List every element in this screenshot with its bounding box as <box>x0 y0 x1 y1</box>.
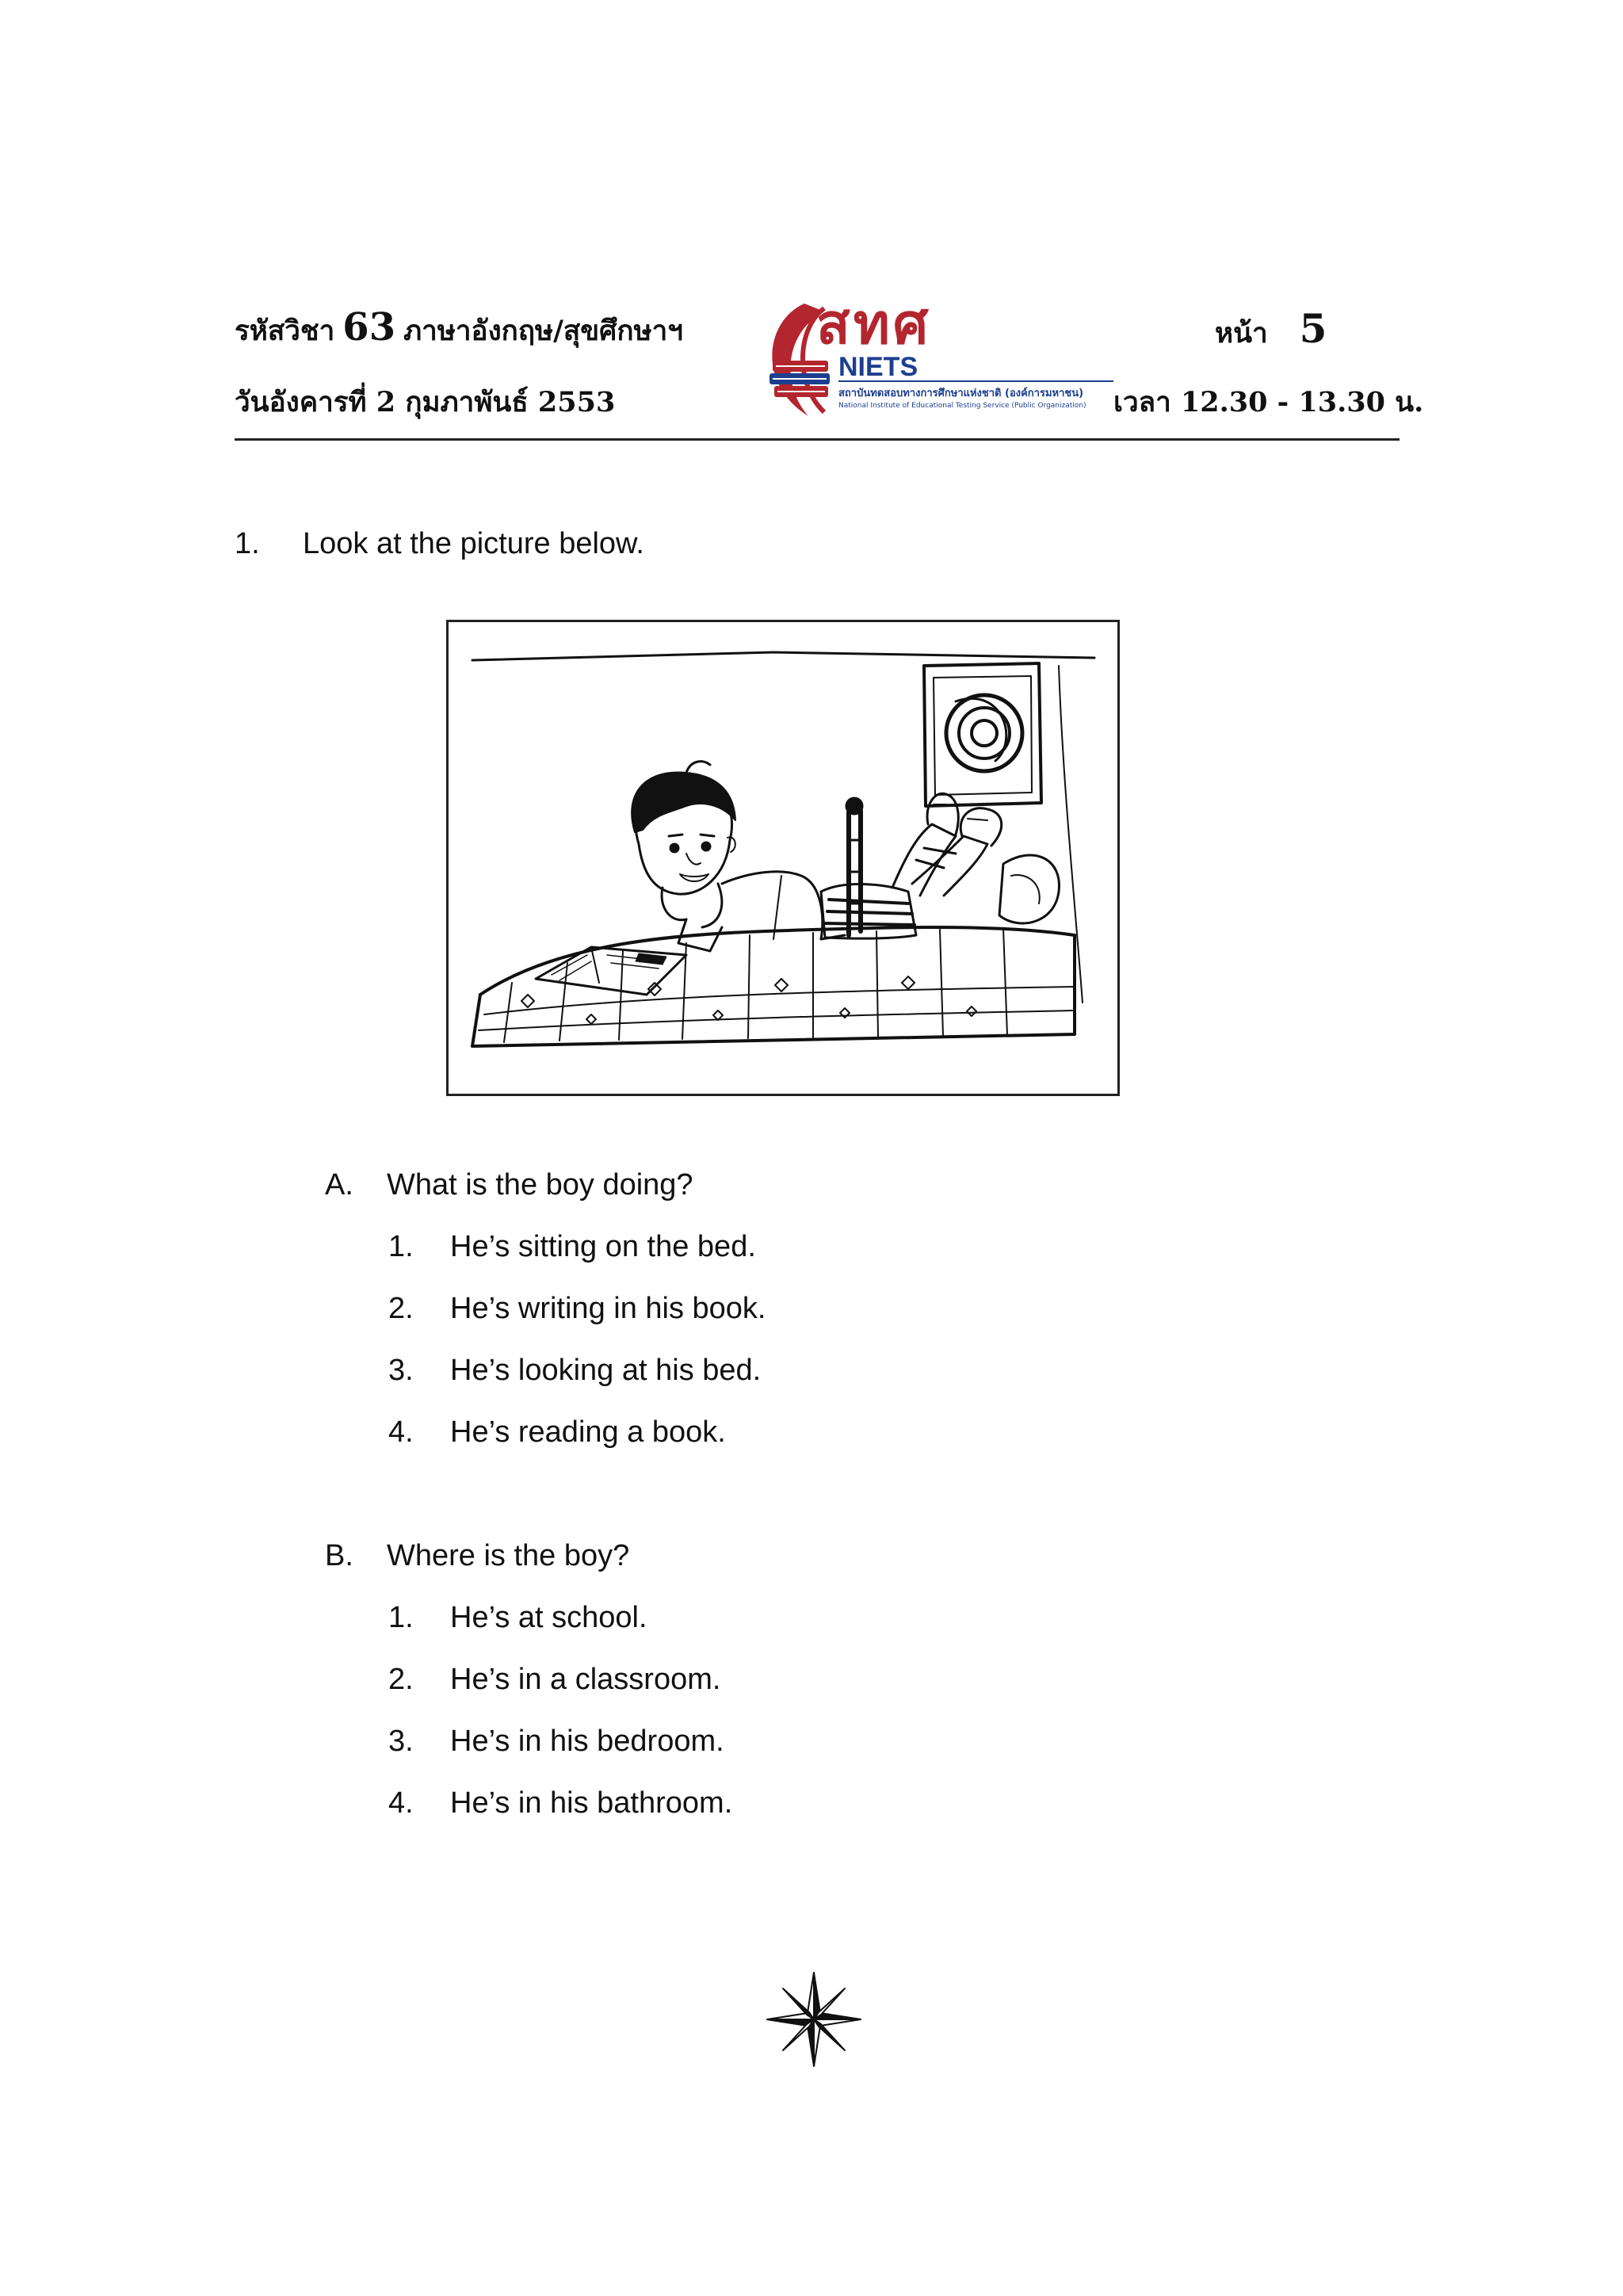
option-number: 3. <box>388 1725 414 1758</box>
logo-title: สทศ <box>816 292 932 357</box>
option-a2[interactable] <box>388 1290 766 1327</box>
option-b1[interactable] <box>388 1599 647 1636</box>
logo-thai-name: สถาบันทดสอบทางการศึกษาแห่งชาติ (องค์การมหาชน) <box>838 388 1084 399</box>
question-number: 1. <box>235 527 260 560</box>
question-1 <box>235 525 644 562</box>
option-text: He’s reading a book. <box>450 1415 726 1449</box>
option-number: 3. <box>388 1354 414 1387</box>
option-a1[interactable] <box>388 1228 756 1265</box>
logo-english-name: National Institute of Educational Testing Service (Public Organization) <box>838 402 1086 410</box>
compass-star-icon <box>766 1971 862 2068</box>
header-course <box>235 305 683 353</box>
header-date: วันอังคารที่ 2 กุมภาพันธ์ 2553 <box>235 386 616 418</box>
part-label: A. <box>325 1168 353 1201</box>
header-divider <box>235 438 1400 441</box>
option-text: He’s in a classroom. <box>450 1663 721 1696</box>
part-b-question <box>325 1538 629 1574</box>
option-text: He’s writing in his book. <box>450 1292 766 1325</box>
books-icon <box>769 361 830 397</box>
page-number: 5 <box>1299 305 1327 352</box>
option-a3[interactable] <box>388 1352 761 1389</box>
header-time: เวลา 12.30 - 13.30 น. <box>1113 386 1424 418</box>
logo-abbr: NIETS <box>838 352 918 382</box>
niets-logo <box>749 292 1121 428</box>
header-page <box>1215 305 1327 355</box>
option-number: 1. <box>388 1601 414 1634</box>
course-code: 63 <box>342 305 396 350</box>
part-a-question <box>325 1167 693 1203</box>
option-a4[interactable] <box>388 1414 726 1450</box>
option-b2[interactable] <box>388 1661 720 1698</box>
option-number: 2. <box>388 1663 414 1696</box>
part-label: B. <box>325 1539 353 1572</box>
option-b4[interactable] <box>388 1785 732 1821</box>
option-text: He’s looking at his bed. <box>450 1354 762 1387</box>
option-number: 1. <box>388 1230 414 1263</box>
option-b3[interactable] <box>388 1723 724 1759</box>
course-name: ภาษาอังกฤษ/สุขศึกษาฯ <box>403 315 683 347</box>
course-label: รหัสวิชา <box>235 315 335 347</box>
part-question: What is the boy doing? <box>387 1168 693 1201</box>
option-number: 2. <box>388 1292 414 1325</box>
option-text: He’s in his bathroom. <box>450 1786 733 1820</box>
option-number: 4. <box>388 1415 414 1449</box>
option-text: He’s sitting on the bed. <box>450 1230 756 1263</box>
question-prompt: Look at the picture below. <box>303 527 644 560</box>
part-question: Where is the boy? <box>387 1539 630 1572</box>
option-text: He’s in his bedroom. <box>450 1725 724 1758</box>
option-number: 4. <box>388 1786 414 1820</box>
boy-reading-on-bed-illustration <box>449 622 1117 1094</box>
picture-frame <box>446 620 1120 1096</box>
page-label: หน้า <box>1215 317 1268 350</box>
option-text: He’s at school. <box>450 1601 647 1634</box>
